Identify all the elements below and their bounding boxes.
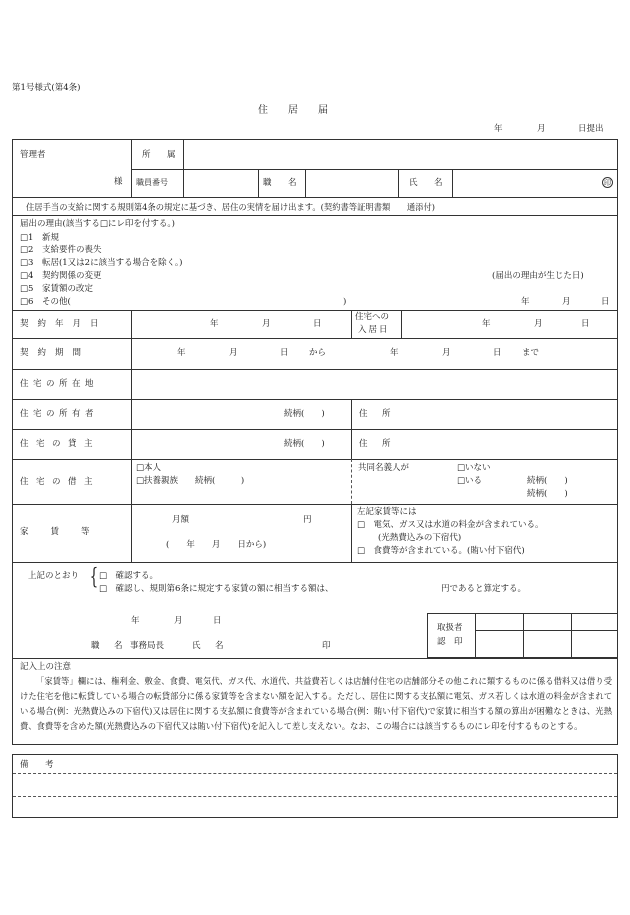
address-field[interactable] xyxy=(136,374,614,396)
rent-label: 家賃等 xyxy=(20,527,112,537)
signer-title: 事務局長 xyxy=(130,641,165,651)
confirm-option-2-tail: 円であると算定する。 xyxy=(441,584,527,594)
lender-relation: 続柄( ) xyxy=(284,439,325,449)
borrower-label: 住宅の借主 xyxy=(20,477,101,487)
rent-includes-utilities[interactable]: □ 電気、ガス又は水道の料金が含まれている。 xyxy=(357,520,544,530)
borrower-self[interactable]: □本人 xyxy=(136,463,162,473)
reason-year: 年 xyxy=(521,297,530,307)
address-label: 住宅の所在地 xyxy=(20,379,99,389)
co-signer-label: 共同名義人が xyxy=(358,463,410,473)
rent-includes-meals[interactable]: □ 食費等が含まれている。(賄い付下宿代) xyxy=(357,546,525,556)
handler-label-1: 取扱者 xyxy=(437,623,463,633)
contract-period-label: 契約期間 xyxy=(20,348,91,358)
confirm-year: 年 xyxy=(131,616,140,626)
submit-month: 月 xyxy=(537,124,546,134)
rent-includes-heading: 左記家賃等には xyxy=(357,507,417,517)
movein-label-2: 入居日 xyxy=(358,325,390,335)
seal-mark: 印 xyxy=(604,179,611,187)
contract-year: 年 xyxy=(210,319,219,329)
confirm-option-1[interactable]: □ 確認する。 xyxy=(99,571,159,581)
rent-yen: 円 xyxy=(303,515,312,525)
owner-address-label: 住 所 xyxy=(359,409,394,419)
reason-day: 日 xyxy=(601,297,610,307)
submit-year: 年 xyxy=(494,124,503,134)
period-from-year: 年 xyxy=(177,348,186,358)
handler-stamp-cell-3[interactable] xyxy=(573,632,616,656)
staff-number-label: 職員番号 xyxy=(136,178,168,187)
submit-day: 日提出 xyxy=(578,124,604,134)
remarks-label: 備 考 xyxy=(20,760,58,770)
rent-monthly-label: 月額 xyxy=(172,515,190,525)
remarks-field[interactable] xyxy=(16,776,614,816)
name-field[interactable] xyxy=(455,172,599,194)
manager-label: 管理者 xyxy=(20,150,46,160)
notes-body: 「家賃等」欄には、権利金、敷金、食費、電気代、ガス代、水道代、共益費若しくは店舗付住宅の店舗部分その他これに類するものに係る借料又は借り受けた住宅を他に転貸している場合の転貸部分に係る家賃等を含まない額を記入する。ただし、居住に関する支払額に電気、ガス若しくは水道の料金が含まれている場合(例：光熱費込みの下宿代)又は居住に関する支払額に食費等が含まれている場合(例：賄い付下宿代)で家賃に相当する額の算出が困難なときは、光熱費、食費等を含めた額(光熱費込みの下宿代又は賄い付下宿代)を記入して差し支えない。なお、この場合には該当するものにレ印を付するものとする。 xyxy=(20,676,612,731)
reason-move[interactable]: □3 転居(1又は2に該当する場合を除く。) xyxy=(20,258,183,268)
rent-start-date: ( 年 月 日から) xyxy=(166,540,267,550)
movein-month: 月 xyxy=(534,319,543,329)
confirm-brace: { xyxy=(89,565,99,590)
page-title: 住 居 届 xyxy=(258,105,328,116)
period-to-suffix: まで xyxy=(522,348,540,358)
confirm-intro: 上記のとおり xyxy=(28,571,80,581)
borrower-dependent[interactable]: □扶養親族 続柄( ) xyxy=(136,476,245,486)
handler-stamp-cell-1[interactable] xyxy=(477,632,521,656)
declaration-statement: 住居手当の支給に関する規則第4条の規定に基づき、居住の実情を届け出ます。(契約書等証明書類 通添付) xyxy=(26,202,436,212)
reason-month: 月 xyxy=(562,297,571,307)
manager-sama: 様 xyxy=(114,177,123,187)
contract-date-label: 契約年月日 xyxy=(20,319,108,329)
handler-stamp-cell-2[interactable] xyxy=(525,632,569,656)
movein-year: 年 xyxy=(482,319,491,329)
period-to-day: 日 xyxy=(493,348,502,358)
affiliation-field[interactable] xyxy=(207,151,613,163)
co-signer-relation-2: 続柄( ) xyxy=(527,489,568,499)
reason-other-close: ) xyxy=(343,297,347,307)
period-from-month: 月 xyxy=(229,348,238,358)
confirm-day: 日 xyxy=(213,616,222,626)
co-signer-exists[interactable]: □いる xyxy=(457,476,483,486)
reason-contract-change[interactable]: □4 契約関係の変更 xyxy=(20,271,102,281)
rent-utilities-note: (光熱費込みの下宿代) xyxy=(378,533,462,543)
lender-label: 住宅の貸主 xyxy=(20,439,101,449)
signer-position-label: 職 名 xyxy=(91,641,126,651)
co-signer-relation-1: 続柄( ) xyxy=(527,476,568,486)
reason-new[interactable]: □1 新規 xyxy=(20,233,59,243)
handler-label-2: 認 印 xyxy=(437,637,463,647)
reason-date-note: (届出の理由が生じた日) xyxy=(492,271,584,281)
movein-day: 日 xyxy=(581,319,590,329)
position-field[interactable] xyxy=(308,172,396,194)
notes-heading: 記入上の注意 xyxy=(20,662,72,672)
name-label: 氏 名 xyxy=(409,178,447,188)
movein-label-1: 住宅への xyxy=(355,312,390,322)
reason-rent-revision[interactable]: □5 家賃額の改定 xyxy=(20,284,93,294)
affiliation-label: 所 属 xyxy=(142,150,180,160)
position-label: 職 名 xyxy=(263,178,301,188)
signer-name-label: 氏 名 xyxy=(192,641,227,651)
confirm-option-2[interactable]: □ 確認し、規則第6条に規定する家賃の額に相当する額は、 xyxy=(99,584,334,594)
reason-other[interactable]: □6 その他( xyxy=(20,297,71,307)
period-to-month: 月 xyxy=(442,348,451,358)
period-to-year: 年 xyxy=(390,348,399,358)
reasons-heading: 届出の理由(該当する□にレ印を付する。) xyxy=(20,219,175,229)
lender-address-label: 住 所 xyxy=(359,439,394,449)
form-number: 第1号様式(第4条) xyxy=(12,83,81,93)
contract-day: 日 xyxy=(313,319,322,329)
period-from-suffix: から xyxy=(309,348,327,358)
signer-seal: 印 xyxy=(322,641,331,651)
owner-relation: 続柄( ) xyxy=(284,409,325,419)
staff-number-field[interactable] xyxy=(186,172,256,194)
owner-label: 住宅の所有者 xyxy=(20,409,99,419)
reason-loss[interactable]: □2 支給要件の喪失 xyxy=(20,245,102,255)
confirm-month: 月 xyxy=(174,616,183,626)
co-signer-none[interactable]: □いない xyxy=(457,463,491,473)
period-from-day: 日 xyxy=(280,348,289,358)
contract-month: 月 xyxy=(262,319,271,329)
